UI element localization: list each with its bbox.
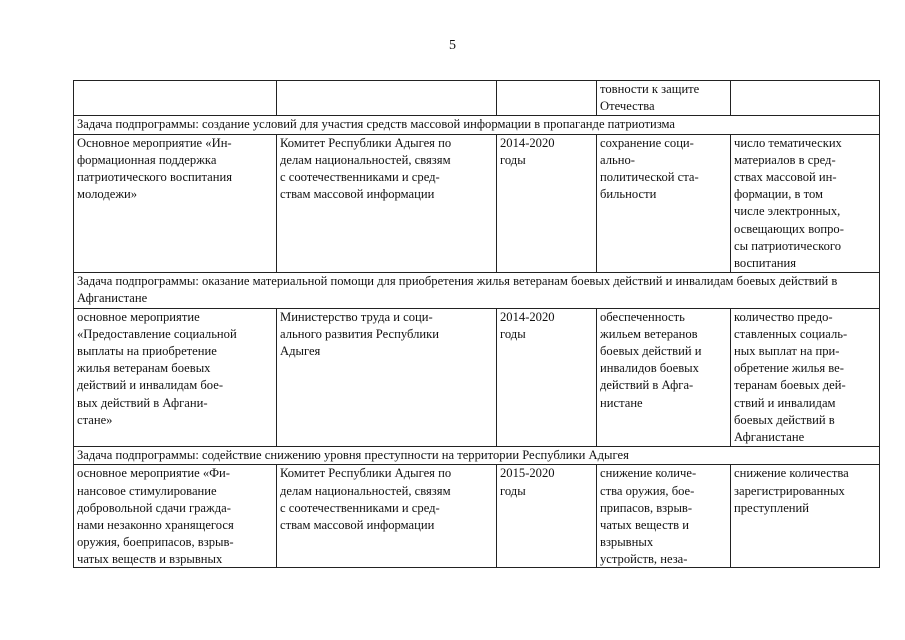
task-heading: Задача подпрограммы: создание условий для участия средств массовой информации в пропаганде патриотизма [74,116,880,134]
table-cell-period: 2014-2020 годы [497,308,597,447]
cell-text: основное мероприятие «Фи- нансовое стимулирование добровольной сдачи гражда- нами незаконно хранящегося оружия, боеприпасов, взрыв- чатых веществ и взрывных [77,466,234,567]
cell-text: снижение количе- ства оружия, бое- припасов, взрыв- чатых веществ и взрывных устройств, неза- [600,466,697,567]
table-cell-indicator [731,465,880,568]
program-measures-table [73,80,880,568]
table-cell-result [597,465,731,568]
table-cell-executor: Министерство труда и соци- ального развития Республики Адыгея [277,308,497,447]
task-heading: Задача подпрограммы: содействие снижению уровня преступности на территории Республики Адыгея [74,447,880,465]
table-row [74,81,880,116]
table-cell-measure [74,81,277,116]
task-heading: Задача подпрограммы: оказание материальной помощи для приобретения жилья ветеранам боевых действий и инвалидам боевых действий в Афганистане [74,273,880,308]
table-cell-executor: Комитет Республики Адыгея по делам национальностей, связям с соотечественниками и сред- ствам массовой информации [277,134,497,273]
table-cell-period [497,81,597,116]
table-cell-result: сохранение соци- ально- политической ста- бильности [597,134,731,273]
table-cell-measure [74,465,277,568]
table-cell-measure: основное мероприятие «Предоставление социальной выплаты на приобретение жилья ветеранам боевых действий и инвалидам бое- вых действий в Афгани- стане» [74,308,277,447]
table-row [74,465,880,568]
table-cell-period [497,465,597,568]
task-heading-row [74,116,880,134]
table-cell-indicator: количество предо- ставленных социаль- ных выплат на при- обретение жилья ве- теранам боевых дей- ствий и инвалидам боевых действий в Афганистане [731,308,880,447]
table-cell-result: обеспеченность жильем ветеранов боевых действий и инвалидов боевых действий в Афга- нистане [597,308,731,447]
cell-text: снижение количества зарегистрированных преступлений [734,466,849,515]
task-heading-row [74,273,880,308]
table-cell-result: товности к защите Отечества [597,81,731,116]
table-cell-executor [277,81,497,116]
cell-text: Комитет Республики Адыгея по делам национальностей, связям с соотечественниками и сред- ствам массовой информации [280,466,452,533]
table-cell-indicator: число тематических материалов в сред- ствах массовой ин- формации, в том числе электронных, освещающих вопро- сы патриотического воспитания [731,134,880,273]
cell-text: 2015-2020 годы [500,466,555,498]
table-cell-executor [277,465,497,568]
table-cell-period: 2014-2020 годы [497,134,597,273]
table-row [74,134,880,273]
task-heading-row [74,447,880,465]
table-row [74,308,880,447]
page-number: 5 [449,38,456,53]
table-cell-measure: Основное мероприятие «Ин- формационная поддержка патриотического воспитания молодежи» [74,134,277,273]
table-cell-indicator [731,81,880,116]
